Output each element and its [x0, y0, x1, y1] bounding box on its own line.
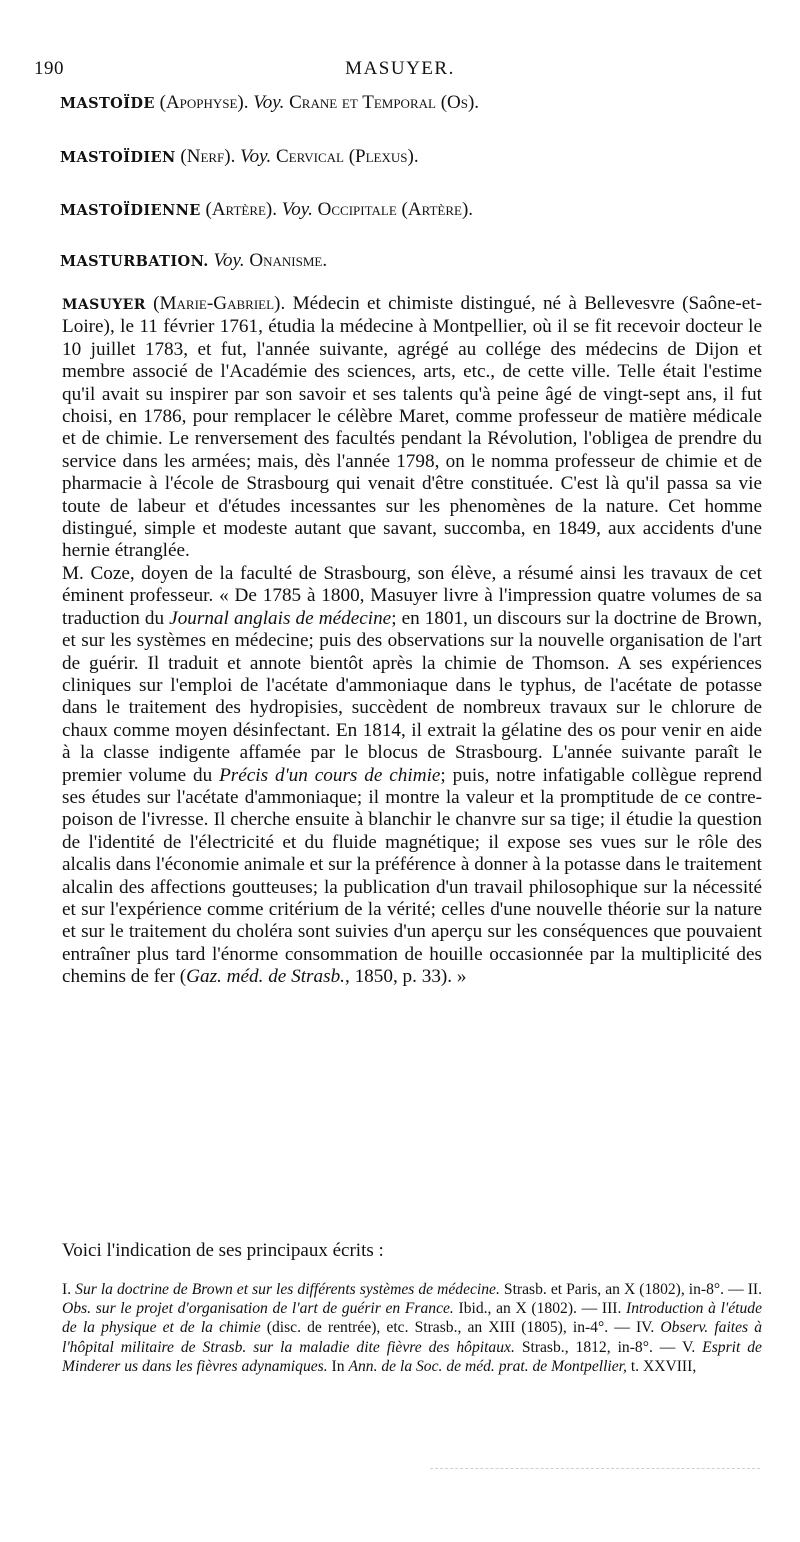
ref-title: Introduction à l'étude de la physique et de la chimie — [62, 1300, 763, 1337]
entry-voy: Voy. — [240, 146, 272, 167]
entry-reference: Occipitale (Artère). — [317, 199, 474, 220]
ref-number: I. — [62, 1281, 72, 1298]
entry-mastoide — [60, 92, 479, 114]
ref-title: Sur la doctrine de Brown et sur les différents systèmes de médecine. — [75, 1281, 500, 1298]
bibliography — [62, 1280, 762, 1376]
article-text: , 1850, p. 33). » — [344, 966, 467, 988]
ref-number: V. — [682, 1338, 696, 1356]
article-text: M. Coze, doyen de la faculté de Strasbourg, son élève, a résumé ainsi les travaux de cet éminent professeur. « De 1785 à 1800, Masuyer livre à l'impression quatre volumes de sa traduction du — [62, 562, 762, 629]
ref-title: Esprit de Minderer us dans les fièvres adynamiques. — [62, 1338, 762, 1375]
entry-headword: MASTURBATION. — [60, 253, 209, 270]
article-paragraph — [62, 563, 762, 989]
article-text: ; puis, notre infatigable collègue reprend ses études sur l'acétate d'ammoniaque; il montre la valeur et la promptitude de ce contre-poison de l'ivresse. Il cherche ensuite à blanchir le chanvre sur sa tige; il étudie la question de l'identité de l'électricité et du fluide magnétique; il expose ses vues sur le rôle des alcalis dans l'économie animale et sur la préférence à donner à la potasse dans le traitement alcalin des affections goutteuses; la publication d'un travail philosophique sur la nécessité et sur l'expérience comme critérium de la vérité; celles d'une nouvelle théorie sur la nature et sur le traitement du choléra sont suivies d'un aperçu sur les conséquences que pouvaient entraîner plus tard l'énorme consommation de houille occasionnée par la multiplicité des chemins de fer ( — [62, 764, 763, 988]
running-title: MASUYER. — [345, 58, 455, 79]
entry-qualifier: (Nerf). — [180, 146, 236, 167]
ref-number: IV. — [635, 1319, 655, 1337]
writings-intro-text: Voici l'indication de ses principaux écrits : — [62, 1240, 384, 1261]
entry-mastoidienne — [60, 199, 473, 221]
entry-reference: Onanisme. — [249, 250, 328, 271]
entry-reference: Crane et Temporal (Os). — [289, 92, 480, 113]
cited-source: Gaz. méd. de Strasb. — [186, 966, 345, 988]
ref-in: In — [331, 1357, 345, 1375]
entry-headword: MASTOÏDE — [60, 95, 155, 112]
ref-volume: t. XXVIII, — [630, 1357, 697, 1375]
cited-title: Journal anglais de médecine — [169, 607, 392, 629]
ref-publication: (disc. de rentrée), etc. Strasb., an XIII (1805), in-4°. — — [266, 1319, 630, 1337]
article-name: (Marie-Gabriel). — [153, 293, 286, 314]
article-headword: MASUYER — [62, 297, 146, 313]
entry-masturbation — [60, 250, 327, 272]
article-text: Médecin et chimiste distingué, né à Bellevesvre (Saône-et-Loire), le 11 février 1761, étudia la médecine à Montpellier, où il se fit recevoir docteur le 10 juillet 1783, et fut, l'année suivante, agrégé au collége des médecins de Dijon et membre associé de l'Académie des sciences, arts, etc., de cette ville. Telle était l'estime qu'il avait su inspirer par son savoir et ses talents qu'à peine âgé de vingt-sept ans, il fut choisi, en 1786, pour remplacer le célèbre Maret, comme professeur de matière médicale et de chimie. Le renversement des facultés pendant la Révolution, l'obligea de prendre du service dans les armées; mais, dès l'année 1798, on le nomma professeur de chimie et de pharmacie à l'école de Strasbourg qui venait d'être constituée. C'est là qu'il passa sa vie toute de labeur et d'études incessantes sur les phenomènes de la nature. Cet homme distingué, simple et modeste autant que savant, succomba, en 1849, aux accidents d'une hernie étranglée. — [62, 293, 762, 562]
entry-qualifier: (Artère). — [205, 199, 278, 220]
article-masuyer — [62, 293, 762, 989]
entry-voy: Voy. — [213, 250, 245, 271]
running-head — [30, 58, 770, 84]
page-number: 190 — [34, 58, 64, 79]
ref-title: Obs. sur le projet d'organisation de l'art de guérir en France. — [62, 1300, 454, 1318]
ref-publication: Strasb., 1812, in-8°. — — [521, 1338, 676, 1356]
writings-intro — [62, 1240, 762, 1262]
ref-number: III. — [601, 1300, 622, 1318]
entry-voy: Voy. — [253, 92, 285, 113]
bottom-rule — [430, 1468, 760, 1469]
ref-number: II. — [747, 1281, 763, 1298]
article-paragraph — [62, 293, 762, 563]
ref-publication: Strasb. et Paris, an X (1802), in-8°. — — [503, 1281, 744, 1298]
entry-qualifier: (Apophyse). — [159, 92, 249, 113]
article-text: ; en 1801, un discours sur la doctrine de Brown, et sur les systèmes en médecine; puis des observations sur la nouvelle organisation de l'art de guérir. Il traduit et annote bientôt après la chimie de Thomson. A ses expériences cliniques sur l'emploi de l'acétate d'ammoniaque dans le typhus, de l'acétate de potasse dans le traitement des hydropisies, succèdent de nombreux travaux sur le chlorure de chaux comme moyen désinfectant. En 1814, il extrait la gélatine des os pour venir en aide à la classe indigente affamée par le blocus de Strasbourg. L'année suivante paraît le premier volume du — [62, 607, 763, 786]
ref-journal: Ann. de la Soc. de méd. prat. de Montpellier, — [348, 1357, 627, 1375]
ref-title: Observ. faites à l'hôpital militaire de Strasb. sur la maladie dite fièvre des hôpitaux. — [62, 1319, 763, 1356]
entry-voy: Voy. — [281, 199, 313, 220]
entry-reference: Cervical (Plexus). — [276, 146, 419, 167]
entry-headword: MASTOÏDIEN — [60, 149, 176, 166]
ref-publication: Ibid., an X (1802). — — [458, 1300, 598, 1318]
entry-mastoidien — [60, 146, 419, 168]
entry-headword: MASTOÏDIENNE — [60, 202, 201, 219]
cited-title: Précis d'un cours de chimie — [219, 764, 441, 786]
